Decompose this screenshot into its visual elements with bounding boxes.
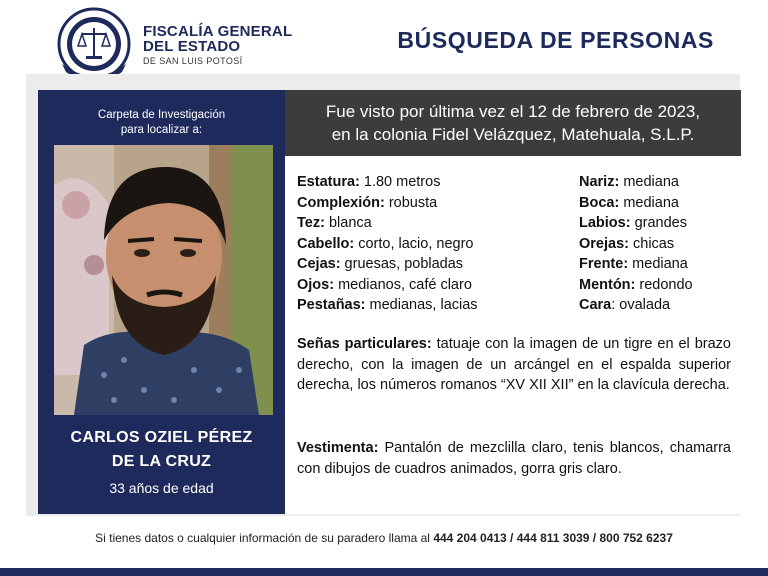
person-name-line2: DE LA CRUZ — [111, 453, 212, 470]
header — [0, 0, 768, 80]
attribute-right-row — [579, 193, 693, 214]
attribute-left-row — [297, 172, 478, 193]
attribute-label: Frente: — [579, 256, 629, 272]
attribute-right-row — [579, 213, 693, 234]
carpeta-line1: Carpeta de Investigación — [97, 109, 226, 121]
attributes-right — [579, 172, 693, 316]
senas-label: Señas particulares: — [297, 336, 432, 352]
attribute-right-row — [579, 172, 693, 193]
attribute-value: blanca — [324, 215, 372, 231]
clothing — [297, 438, 731, 479]
attribute-right-row — [579, 254, 693, 275]
attribute-label: Pestañas: — [297, 297, 366, 313]
bottom-bar — [0, 568, 768, 576]
attribute-value: : ovalada — [611, 297, 671, 313]
senas-text: tatuaje con la imagen de un tigre en el brazo derecho, con la imagen de un arcángel en el espalda superior derecha, los números romanos “XV XII XII” en la clavícula derecha. — [297, 336, 731, 393]
attribute-label: Ojos: — [297, 276, 335, 293]
attribute-label: Tez: — [297, 215, 325, 231]
attribute-label: Boca: — [579, 194, 620, 211]
footer-text: Si tienes datos o cualquier información de su paradero llama al — [95, 531, 434, 545]
org-line2: DEL ESTADO — [143, 38, 241, 55]
attribute-value: grandes — [630, 215, 687, 231]
person-name — [38, 426, 285, 474]
org-line3: DE SAN LUIS POTOSÍ — [143, 56, 243, 66]
attribute-value: corto, lacio, negro — [354, 235, 474, 252]
last-seen-line1: Fue visto por última vez el 12 de febrero de 2023, — [325, 102, 701, 121]
person-name-line1: CARLOS OZIEL PÉREZ — [70, 429, 253, 446]
page-title: BÚSQUEDA DE PERSONAS — [397, 27, 714, 53]
last-seen-line2: en la colonia Fidel Velázquez, Matehuala, S.L.P. — [331, 125, 695, 144]
person-photo — [54, 145, 273, 415]
attribute-right-row — [579, 234, 693, 255]
attribute-value: chicas — [628, 235, 675, 252]
attribute-label: Labios: — [579, 215, 631, 231]
attribute-label: Cabello: — [297, 235, 355, 252]
attribute-label: Estatura: — [297, 174, 360, 190]
vestimenta-label: Vestimenta: — [297, 440, 379, 456]
attribute-right-row — [579, 275, 693, 296]
attribute-value: mediana — [619, 174, 679, 190]
attribute-left-row — [297, 213, 478, 234]
attribute-value: redondo — [635, 276, 693, 293]
attribute-value: robusta — [384, 194, 438, 211]
carpeta-line2: para localizar a: — [120, 124, 203, 136]
distinguishing-marks — [297, 334, 731, 396]
attribute-label: Mentón: — [579, 276, 636, 293]
person-age: 33 años de edad — [109, 480, 214, 496]
attribute-label: Cejas: — [297, 256, 341, 272]
footer-phones[interactable]: 444 204 0413 / 444 811 3039 / 800 752 6237 — [433, 531, 673, 545]
attribute-value: gruesas, pobladas — [340, 256, 464, 272]
last-seen-banner — [285, 90, 741, 156]
attribute-left-row — [297, 275, 478, 296]
org-line1: FISCALÍA GENERAL — [143, 23, 293, 40]
org-name — [143, 24, 292, 66]
attribute-left-row — [297, 295, 478, 316]
attribute-value: medianas, lacias — [365, 297, 478, 313]
attribute-left-row — [297, 234, 478, 255]
attribute-left-row — [297, 193, 478, 214]
attribute-right-row — [579, 295, 693, 316]
attribute-label: Nariz: — [579, 174, 620, 190]
attribute-left-row — [297, 254, 478, 275]
attribute-label: Cara — [579, 297, 612, 313]
attribute-value: mediana — [619, 194, 679, 211]
vestimenta-text: Pantalón de mezclilla claro, tenis blancos, chamarra con dibujos de cuadros animados, gorra gris claro. — [297, 440, 731, 477]
attributes-left — [297, 172, 478, 316]
carpeta-label — [38, 108, 285, 138]
attribute-value: mediana — [628, 256, 688, 272]
attribute-label: Orejas: — [579, 235, 629, 252]
attribute-label: Complexión: — [297, 194, 385, 211]
attribute-value: medianos, café claro — [334, 276, 472, 293]
attribute-value: 1.80 metros — [359, 174, 441, 190]
footer-contact — [0, 531, 768, 545]
